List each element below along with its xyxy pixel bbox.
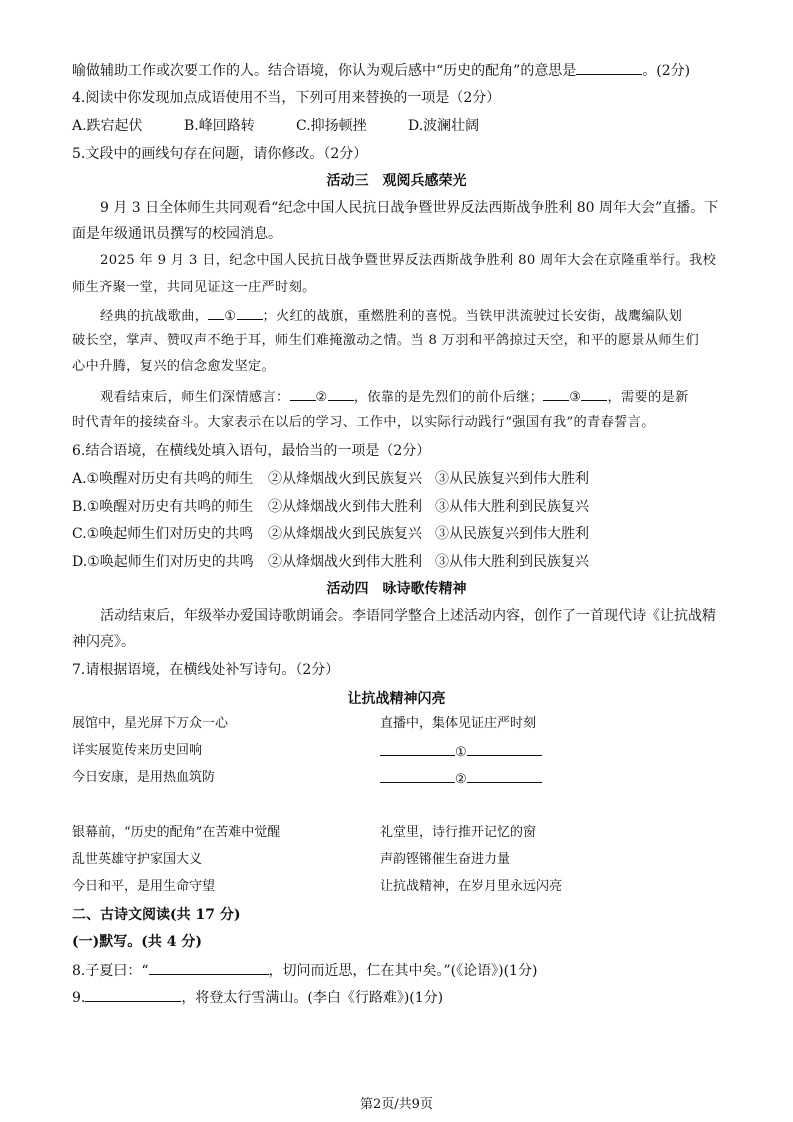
- page-footer: 第2页/共9页: [360, 1097, 433, 1112]
- section-2-heading: 二、古诗文阅读(共 17 分): [72, 907, 241, 923]
- activity3-title: 活动三 观阅兵感荣光: [326, 173, 467, 189]
- answer-blank[interactable]: [149, 960, 269, 975]
- q6-stem: 6.结合语境，在横线处填入语句，最恰当的一项是（2分）: [72, 443, 431, 459]
- poem-line: 礼堂里，诗行推开记忆的窗: [380, 825, 537, 840]
- activity4-intro-cont: 神闪亮》。: [72, 634, 135, 650]
- option-a[interactable]: A.跌宕起伏: [72, 118, 143, 134]
- answer-blank[interactable]: [85, 987, 181, 1002]
- poem-line: 直播中，集体见证庄严时刻: [380, 716, 537, 731]
- poem-blank-2[interactable]: ②: [380, 768, 542, 790]
- news-paragraph-2-end: 心中升腾，复兴的信念愈发坚定。: [72, 359, 276, 374]
- news-paragraph-3: 观看结束后，师生们深情感言： ② ，依靠的是先烈们的前仆后继； ③ ，需要的是新: [100, 386, 722, 408]
- poem-line: 让抗战精神，在岁月里永远闪亮: [380, 879, 563, 894]
- q7-stem: 7.请根据语境，在横线处补写诗句。（2分）: [72, 662, 340, 678]
- option-d[interactable]: D.波澜壮阔: [408, 118, 480, 134]
- q6-option-b[interactable]: B.①唤醒对历史有共鸣的师生 ②从烽烟战火到伟大胜利 ③从伟大胜利到民族复兴: [72, 499, 589, 515]
- activity3-intro-cont: 面是年级通讯员撰写的校园消息。: [72, 226, 282, 242]
- blank-3-marker[interactable]: ③: [569, 390, 582, 405]
- blank-2-marker[interactable]: ②: [315, 390, 328, 405]
- poem-line: 银幕前，“历史的配角”在苦难中觉醒: [72, 825, 281, 840]
- news-paragraph-2-cont: 破长空，掌声、赞叹声不绝于耳，师生们难掩激动之情。当 8 万羽和平鸽掠过天空，和平的愿景从师生们: [72, 333, 700, 348]
- q3-continuation: 喻做辅助工作或次要工作的人。结合语境，你认为观后感中“历史的配角”的意思是 。(2分): [72, 60, 722, 81]
- q8: 8.子夏曰：“ ，切问而近思，仁在其中矣。”(《论语》)(1分): [72, 960, 722, 981]
- answer-blank[interactable]: [576, 60, 642, 75]
- poem-line: 今日安康，是用热血筑防: [72, 770, 216, 785]
- poem-line: 声韵铿锵催生奋进力量: [380, 852, 511, 867]
- poem-blank-1[interactable]: ①: [380, 741, 542, 763]
- activity4-title: 活动四 咏诗歌传精神: [326, 581, 467, 597]
- option-b[interactable]: B.峰回路转: [184, 118, 255, 134]
- q4-options: [72, 116, 722, 136]
- subsection-1-heading: (一)默写。(共 4 分): [72, 934, 202, 950]
- poem-line: 乱世英雄守护家国大义: [72, 852, 203, 867]
- q4-stem: 4.阅读中你发现加点成语使用不当，下列可用来替换的一项是（2分）: [72, 90, 501, 106]
- news-paragraph-2: 经典的抗战歌曲， ① ；火红的战旗，重燃胜利的喜悦。当铁甲洪流驶过长安街，战鹰编队划: [100, 305, 722, 327]
- q9: 9. ，将登太行雪满山。(李白《行路难》)(1分): [72, 987, 722, 1008]
- news-paragraph-3-cont: 时代青年的接续奋斗。大家表示在以后的学习、工作中，以实际行动践行“强国有我”的青春誓言。: [72, 415, 655, 430]
- poem-line: 今日和平，是用生命守望: [72, 879, 216, 894]
- activity4-intro: 活动结束后，年级举办爱国诗歌朗诵会。李语同学整合上述活动内容，创作了一首现代诗《让抗战精: [100, 608, 716, 624]
- option-c[interactable]: C.抑扬顿挫: [296, 118, 367, 134]
- q5-stem: 5.文段中的画线句存在问题，请你修改。（2分）: [72, 146, 368, 162]
- news-paragraph-1-cont: 师生齐聚一堂，共同见证这一庄严时刻。: [72, 280, 316, 295]
- poem-line: 展馆中，星光屏下万众一心: [72, 716, 229, 731]
- blank-1-marker[interactable]: ①: [224, 309, 237, 324]
- activity3-intro: 9 月 3 日全体师生共同观看“纪念中国人民抗日战争暨世界反法西斯战争胜利 80 周年大会”直播。下: [100, 200, 719, 216]
- poem-title: 让抗战精神闪亮: [347, 691, 446, 707]
- news-paragraph-1: 2025 年 9 月 3 日，纪念中国人民抗日战争暨世界反法西斯战争胜利 80 周年大会在京隆重举行。我校: [100, 253, 717, 268]
- q6-option-d[interactable]: D.①唤起师生们对历史的共鸣 ②从烽烟战火到伟大胜利 ③从伟大胜利到民族复兴: [72, 554, 589, 570]
- q6-option-c[interactable]: C.①唤起师生们对历史的共鸣 ②从烽烟战火到民族复兴 ③从民族复兴到伟大胜利: [72, 526, 589, 542]
- q6-option-a[interactable]: A.①唤醒对历史有共鸣的师生 ②从烽烟战火到民族复兴 ③从民族复兴到伟大胜利: [72, 471, 589, 487]
- poem-line: 详实展览传来历史回响: [72, 743, 203, 758]
